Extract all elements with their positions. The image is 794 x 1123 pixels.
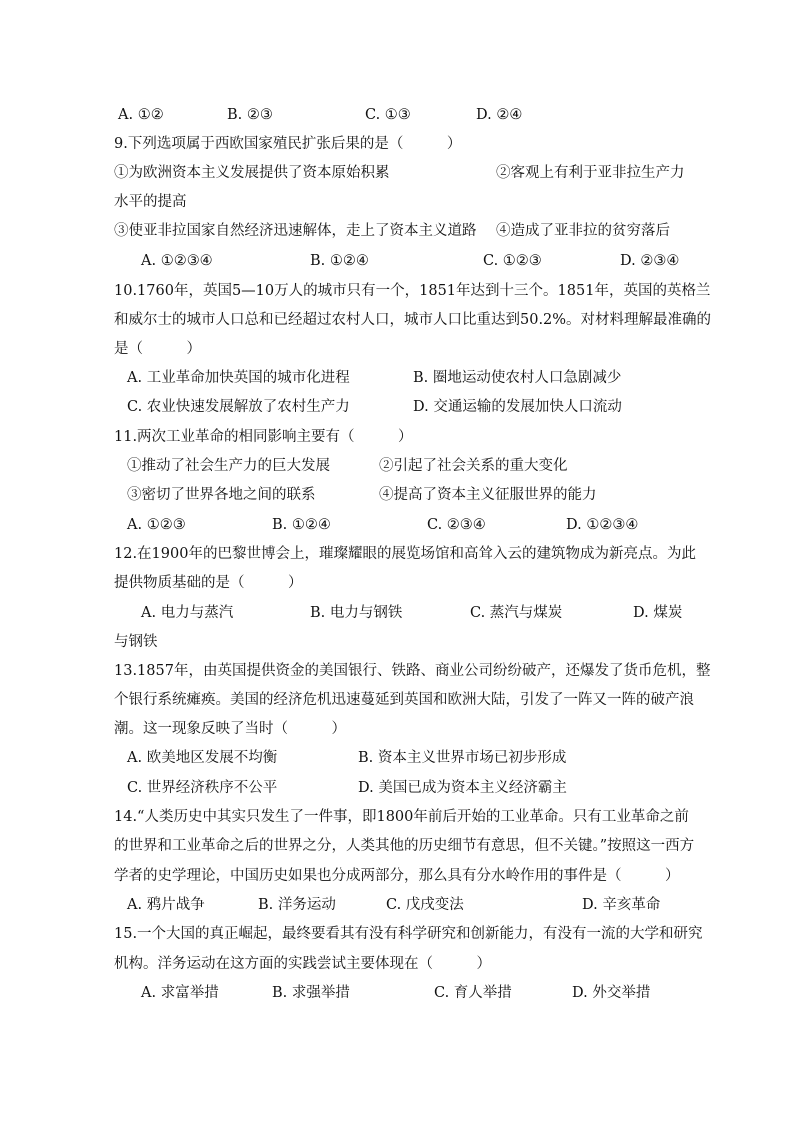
- q14-stem-3: [0, 864, 794, 888]
- option-a: A. 工业革命加快英国的城市化进程: [127, 370, 350, 386]
- q11-stem: [0, 425, 794, 449]
- option-c: C. 育人举措: [434, 985, 512, 1001]
- question-text: 机构。洋务运动在这方面的实践尝试主要体现在（ ）: [114, 956, 491, 972]
- option-b: B. ②③: [227, 107, 273, 123]
- q15-stem-2: [0, 952, 794, 976]
- option-a: A. ①②③④: [141, 253, 213, 269]
- q14-stem-2: [0, 834, 794, 858]
- question-text: 15.一个大国的真正崛起，最终要看其有没有科学研究和创新能力，有没有一流的大学和研究: [114, 926, 703, 942]
- q15-options: [0, 981, 794, 1005]
- option-c: C. ①②③: [483, 253, 542, 269]
- question-text: 个银行系统瘫痪。美国的经济危机迅速蔓延到英国和欧洲大陆，引发了一阵又一阵的破产浪: [114, 692, 694, 708]
- q15-stem-1: [0, 922, 794, 946]
- option-d: D. ②③④: [620, 253, 680, 269]
- q11-options: [0, 513, 794, 537]
- q10-stem-1: [0, 279, 794, 303]
- q13-options-1: [0, 746, 794, 770]
- option-a: A. 欧美地区发展不均衡: [127, 750, 278, 766]
- question-text: 学者的史学理论，中国历史如果也分成两部分，那么具有分水岭作用的事件是（ ）: [114, 868, 680, 884]
- option-a: A. 鸦片战争: [127, 897, 205, 913]
- statement-1: ①为欧洲资本主义发展提供了资本原始积累: [114, 165, 390, 181]
- option-b: B. ①②④: [272, 517, 331, 533]
- q11-statements-1: [0, 454, 794, 478]
- q13-stem-2: [0, 688, 794, 712]
- option-a: A. ①②: [118, 107, 164, 123]
- question-text: 13.1857年，由英国提供资金的美国银行、铁路、商业公司纷纷破产，还爆发了货币危机，整: [114, 663, 711, 679]
- q14-options: [0, 893, 794, 917]
- q12-stem-2: [0, 571, 794, 595]
- q10-options-1: [0, 366, 794, 390]
- option-d: D. 煤炭: [633, 605, 683, 621]
- question-text: 和威尔士的城市人口总和已经超过农村人口，城市人口比重达到50.2%。对材料理解最准确的: [114, 312, 712, 328]
- q14-stem-1: [0, 805, 794, 829]
- option-d: D. 外交举措: [572, 985, 651, 1001]
- statement-2: ②引起了社会关系的重大变化: [379, 458, 568, 474]
- option-d: D. 交通运输的发展加快人口流动: [413, 399, 622, 415]
- q12-options-cont: [0, 630, 794, 654]
- q9-statements-1-cont: [0, 190, 794, 214]
- q13-options-2: [0, 776, 794, 800]
- option-b: B. ①②④: [310, 253, 369, 269]
- question-text: 14.“人类历史中其实只发生了一件事，即1800年前后开始的工业革命。只有工业革命之前: [114, 809, 689, 825]
- question-text: 9.下列选项属于西欧国家殖民扩张后果的是（ ）: [114, 136, 462, 152]
- option-b: B. 求强举措: [272, 985, 350, 1001]
- option-a: A. ①②③: [127, 517, 186, 533]
- question-text: 是（ ）: [114, 341, 201, 357]
- option-d: D. 辛亥革命: [582, 897, 661, 913]
- question-text: 提供物质基础的是（ ）: [114, 575, 303, 591]
- option-c: C. 蒸汽与煤炭: [470, 605, 563, 621]
- option-b: B. 资本主义世界市场已初步形成: [358, 750, 567, 766]
- statement-4: ④提高了资本主义征服世界的能力: [379, 487, 597, 503]
- q10-stem-3: [0, 337, 794, 361]
- option-d: D. ②④: [476, 107, 523, 123]
- q9-options: [0, 249, 794, 273]
- option-a: A. 电力与蒸汽: [141, 605, 234, 621]
- option-b: B. 圈地运动使农村人口急剧减少: [413, 370, 622, 386]
- statement-3: ③使亚非拉国家自然经济迅速解体，走上了资本主义道路: [114, 223, 477, 239]
- q13-stem-3: [0, 717, 794, 741]
- option-c: C. 农业快速发展解放了农村生产力: [127, 399, 350, 415]
- q9-statements-1: [0, 161, 794, 185]
- statement-1: ①推动了社会生产力的巨大发展: [127, 458, 330, 474]
- question-text: 潮。这一现象反映了当时（ ）: [114, 721, 346, 737]
- q8-options: [0, 103, 794, 127]
- option-c: C. 世界经济秩序不公平: [127, 780, 278, 796]
- option-d-cont: 与钢铁: [114, 634, 158, 650]
- question-text: 12.在1900年的巴黎世博会上，璀璨耀眼的展览场馆和高耸入云的建筑物成为新亮点。为此: [114, 546, 696, 562]
- question-text: 10.1760年，英国5—10万人的城市只有一个，1851年达到十三个。1851年，英国的英格兰: [114, 283, 711, 299]
- option-c: C. 戊戌变法: [386, 897, 464, 913]
- statement-3: ③密切了世界各地之间的联系: [127, 487, 316, 503]
- statement-2-cont: 水平的提高: [114, 194, 187, 210]
- q12-options: [0, 601, 794, 625]
- statement-2: ②客观上有利于亚非拉生产力: [496, 165, 685, 181]
- option-b: B. 洋务运动: [258, 897, 336, 913]
- statement-4: ④造成了亚非拉的贫穷落后: [496, 223, 670, 239]
- question-text: 的世界和工业革命之后的世界之分，人类其他的历史细节有意思，但不关键。”按照这一西方: [114, 838, 695, 854]
- q12-stem-1: [0, 542, 794, 566]
- q11-statements-2: [0, 483, 794, 507]
- q10-stem-2: [0, 308, 794, 332]
- option-d: D. ①②③④: [566, 517, 639, 533]
- option-b: B. 电力与钢铁: [310, 605, 403, 621]
- question-text: 11.两次工业革命的相同影响主要有（ ）: [114, 429, 413, 445]
- option-c: C. ①③: [365, 107, 411, 123]
- option-c: C. ②③④: [427, 517, 486, 533]
- option-d: D. 美国已成为资本主义经济霸主: [358, 780, 567, 796]
- q10-options-2: [0, 395, 794, 419]
- option-a: A. 求富举措: [141, 985, 219, 1001]
- q9-statements-2: [0, 219, 794, 243]
- q13-stem-1: [0, 659, 794, 683]
- q9-stem: [0, 132, 794, 156]
